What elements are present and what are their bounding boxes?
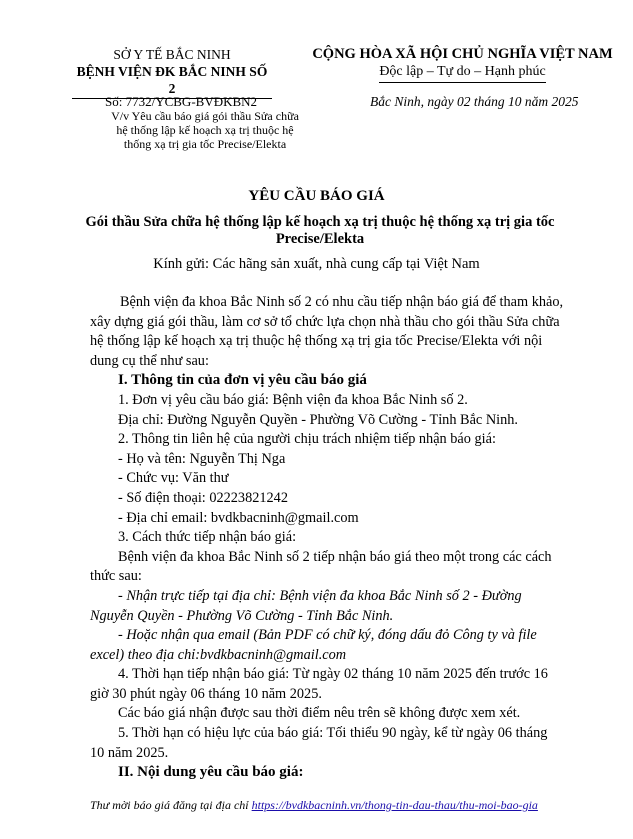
method-email-line: excel) theo địa chỉ:bvdkbacninh@gmail.com — [90, 646, 347, 663]
package-line: Precise/Elekta — [275, 231, 365, 247]
method-email-line: - Hoặc nhận qua email (Bản PDF có chữ ký, đóng dấu đỏ Công ty và file — [118, 627, 537, 644]
intro-line: xây dựng giá gói thầu, làm cơ sở tổ chức lựa chọn nhà thầu cho gói thầu Sửa chữa — [90, 313, 560, 330]
recipient: Kính gửi: Các hãng sản xuất, nhà cung cấp tại Việt Nam — [153, 256, 480, 272]
item-4-line: 4. Thời hạn tiếp nhận báo giá: Từ ngày 02 tháng 10 năm 2025 đến trước 16 — [118, 666, 548, 683]
country-name: CỘNG HÒA XÃ HỘI CHỦ NGHĨA VIỆT NAM — [312, 46, 613, 62]
contact-title: - Chức vụ: Văn thư — [118, 470, 229, 487]
doc-subject — [100, 109, 310, 151]
doc-date: Bắc Ninh, ngày 02 tháng 10 năm 2025 — [370, 94, 579, 109]
item-5-line: 5. Thời hạn có hiệu lực của báo giá: Tối thiểu 90 ngày, kể từ ngày 06 tháng — [118, 725, 548, 742]
item-1: 1. Đơn vị yêu cầu báo giá: Bệnh viện đa khoa Bắc Ninh số 2. — [118, 391, 468, 408]
package-line: Gói thầu Sửa chữa hệ thống lập kế hoạch xạ trị thuộc hệ thống xạ trị gia tốc — [85, 214, 555, 230]
late-note: Các báo giá nhận được sau thời điểm nêu trên sẽ không được xem xét. — [118, 705, 521, 722]
address: Địa chỉ: Đường Nguyễn Quyền - Phường Võ Cường - Tỉnh Bắc Ninh. — [118, 411, 519, 428]
section1-heading: I. Thông tin của đơn vị yêu cầu báo giá — [118, 372, 367, 389]
item-3: 3. Cách thức tiếp nhận báo giá: — [118, 529, 297, 546]
item-4-line: giờ 30 phút ngày 06 tháng 10 năm 2025. — [90, 685, 322, 702]
method-direct-line: - Nhận trực tiếp tại địa chỉ: Bệnh viện đa khoa Bắc Ninh số 2 - Đường — [118, 587, 522, 604]
doc-title: YÊU CẦU BÁO GIÁ — [248, 188, 385, 204]
org-name: BỆNH VIỆN ĐK BẮC NINH SỐ 2 — [72, 63, 272, 99]
intro-line: dung cụ thể như sau: — [90, 352, 209, 369]
motto: Độc lập – Tự do – Hạnh phúc — [379, 63, 545, 83]
receive-line: thức sau: — [90, 568, 142, 585]
intro-line: Bệnh viện đa khoa Bắc Ninh số 2 có nhu cầu tiếp nhận báo giá để tham khảo, — [120, 294, 564, 310]
subject-line: thống xạ trị gia tốc Precise/Elekta — [123, 137, 287, 151]
subject-line: hệ thống lập kế hoạch xạ trị thuộc hệ — [116, 123, 294, 137]
method-direct-line: Nguyễn Quyền - Phường Võ Cường - Tỉnh Bắc Ninh. — [90, 607, 394, 624]
doc-number: Số: 7732/YCBG-BVĐKBN2 — [105, 94, 258, 109]
national-header — [310, 46, 615, 83]
receive-line: Bệnh viện đa khoa Bắc Ninh số 2 tiếp nhận báo giá theo một trong các cách — [118, 548, 552, 565]
package-name — [80, 214, 560, 248]
section2-heading: II. Nội dung yêu cầu báo giá: — [118, 764, 304, 781]
footer-label: Thư mời báo giá đăng tại địa chỉ — [90, 798, 252, 812]
contact-name: - Họ và tên: Nguyễn Thị Nga — [118, 450, 286, 467]
org-parent: SỞ Y TẾ BẮC NINH — [113, 47, 231, 62]
contact-email: - Địa chỉ email: bvdkbacninh@gmail.com — [118, 509, 359, 526]
footer-note — [90, 798, 610, 813]
doc-body — [90, 293, 590, 783]
issuer-block — [72, 46, 272, 99]
subject-line: V/v Yêu cầu báo giá gói thầu Sửa chữa — [111, 109, 299, 123]
item-2: 2. Thông tin liên hệ của người chịu trách nhiệm tiếp nhận báo giá: — [118, 431, 496, 448]
item-5-line: 10 năm 2025. — [90, 744, 169, 761]
tender-link[interactable]: https://bvdkbacninh.vn/thong-tin-dau-thau/thu-moi-bao-gia — [251, 798, 538, 812]
contact-phone: - Số điện thoại: 02223821242 — [118, 489, 288, 506]
intro-line: hệ thống lập kế hoạch xạ trị thuộc hệ thống xạ trị gia tốc Precise/Elekta với nội — [90, 333, 543, 350]
